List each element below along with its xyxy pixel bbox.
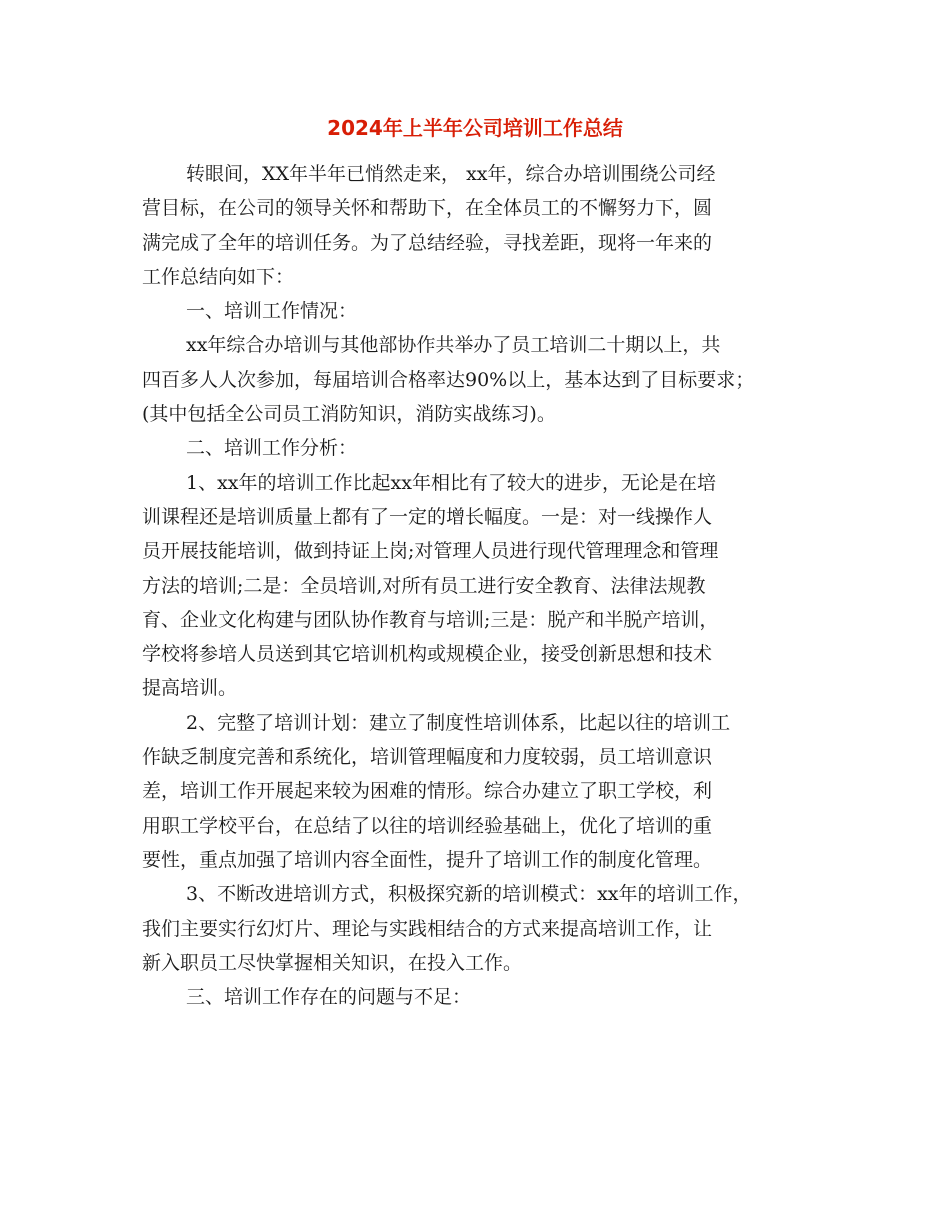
text-line: 新入职员工尽快掌握相关知识，在投入工作。	[142, 951, 523, 974]
text-line: 提高培训。	[142, 677, 238, 700]
text-line: 营目标，在公司的领导关怀和帮助下，在全体员工的不懈努力下，圆	[142, 197, 713, 220]
document-title: 2024年上半年公司培训工作总结	[327, 116, 623, 140]
text-line: 训课程还是培训质量上都有了一定的增长幅度。一是：对一线操作人	[142, 505, 713, 528]
text-line: 我们主要实行幻灯片、理论与实践相结合的方式来提高培训工作，让	[142, 917, 713, 940]
text-line: 学校将参培人员送到其它培训机构或规模企业，接受创新思想和技术	[142, 643, 713, 666]
document-body	[142, 157, 842, 1014]
text-line: 满完成了全年的培训任务。为了总结经验，寻找差距，现将一年来的	[142, 231, 713, 254]
text-line: 育、企业文化构建与团队协作教育与培训;三是：脱产和半脱产培训，	[142, 608, 719, 631]
text-line: 方法的培训;二是：全员培训,对所有员工进行安全教育、法律法规教	[142, 574, 706, 597]
text-line: 工作总结向如下：	[142, 265, 295, 288]
text-line: 作缺乏制度完善和系统化，培训管理幅度和力度较弱，员工培训意识	[142, 746, 713, 769]
text-line: 三、培训工作存在的问题与不足：	[186, 986, 472, 1009]
text-line: 差，培训工作开展起来较为困难的情形。综合办建立了职工学校，利	[142, 780, 713, 803]
text-line: 用职工学校平台，在总结了以往的培训经验基础上，优化了培训的重	[142, 814, 713, 837]
text-line: 一、培训工作情况：	[186, 300, 358, 323]
text-line: 3、不断改进培训方式，积极探究新的培训模式：xx年的培训工作，	[186, 883, 752, 906]
text-line: 要性，重点加强了培训内容全面性，提升了培训工作的制度化管理。	[142, 848, 713, 871]
text-line: 四百多人人次参加，每届培训合格率达90%以上，基本达到了目标要求；	[142, 368, 755, 391]
text-line: 二、培训工作分析：	[186, 437, 358, 460]
text-line: 2、完整了培训计划：建立了制度性培训体系，比起以往的培训工	[186, 711, 731, 734]
text-line: xx年综合办培训与其他部协作共举办了员工培训二十期以上，共	[186, 334, 721, 357]
text-line: 转眼间，XX年半年已悄然走来， xx年，综合办培训围绕公司经	[186, 163, 716, 185]
text-line: 1、xx年的培训工作比起xx年相比有了较大的进步，无论是在培	[186, 471, 716, 494]
text-line: (其中包括全公司员工消防知识，消防实战练习)。	[142, 403, 556, 426]
text-line: 员开展技能培训，做到持证上岗;对管理人员进行现代管理理念和管理	[142, 540, 719, 563]
